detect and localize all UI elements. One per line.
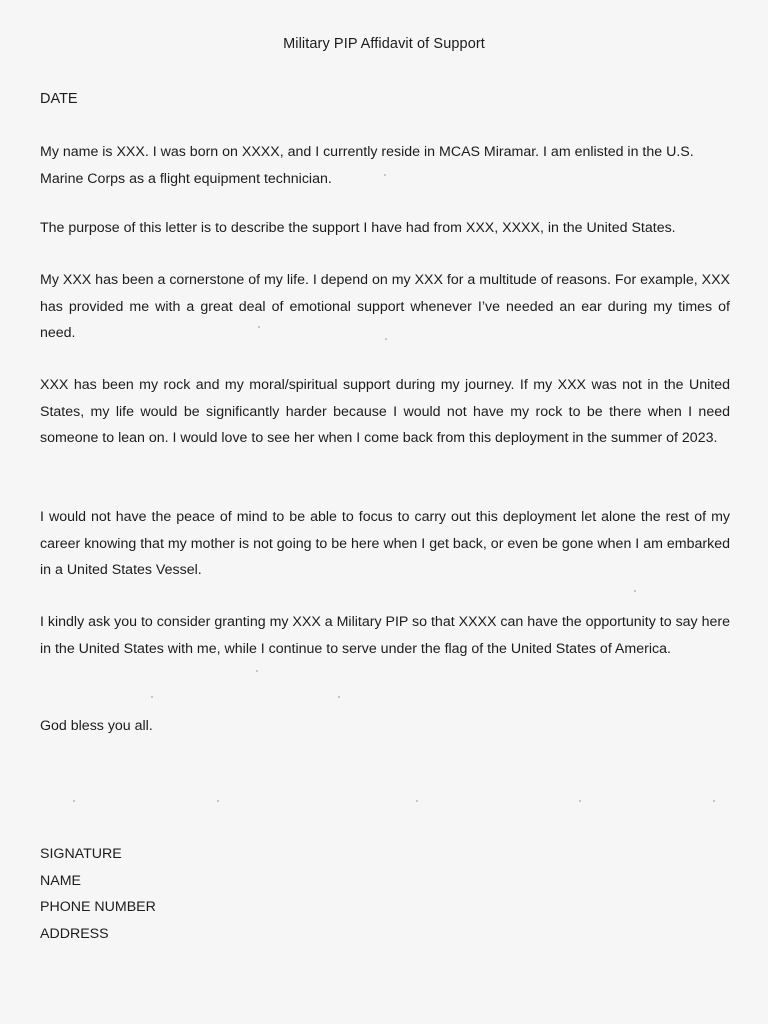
scan-speck [384,174,386,176]
scan-speck [217,800,219,802]
signature-block [40,841,156,947]
paragraph-purpose: The purpose of this letter is to describe the support I have had from XXX, XXXX, in the United States. [40,220,676,236]
scan-speck [634,590,636,592]
paragraph-closing: God bless you all. [40,718,153,734]
scan-speck [416,800,418,802]
date-field: DATE [40,91,78,107]
signature-label: SIGNATURE [40,846,122,862]
scan-speck [385,338,387,340]
document-title: Military PIP Affidavit of Support [283,36,485,52]
address-label: ADDRESS [40,925,109,942]
paragraph-cornerstone: My XXX has been a cornerstone of my life. I depend on my XXX for a multitude of reasons. For example, XXX has provided me with a great deal of emotional support whenever I’ve needed an ear during my times of need. [40,272,731,341]
scan-speck [258,326,260,328]
scan-speck [151,696,153,698]
scan-speck [713,800,715,802]
scan-speck [256,670,258,672]
paragraph-introduction: My name is XXX. I was born on XXXX, and I currently reside in MCAS Miramar. I am enlisted in the U.S. Marine Corps as a flight equipment technician. [40,144,694,187]
phone-number-label: PHONE NUMBER [40,899,156,915]
scan-speck [338,696,340,698]
paragraph-request: I kindly ask you to consider granting my XXX a Military PIP so that XXXX can have the opportunity to say here in the United States with me, while I continue to serve under the flag of the United States of America. [40,614,730,657]
scan-speck [579,800,581,802]
paragraph-peace-of-mind: I would not have the peace of mind to be able to focus to carry out this deployment let alone the rest of my career knowing that my mother is not going to be here when I get back, or even be gone when I am embarked in a United States Vessel. [40,509,730,578]
name-label: NAME [40,872,81,889]
paragraph-support: XXX has been my rock and my moral/spiritual support during my journey. If my XXX was not in the United States, my life would be significantly harder because I would not have my rock to be there when I need someone to lean on. I would love to see her when I come back from this deployment in the summer of 2023. [40,377,730,446]
scan-speck [73,800,75,802]
